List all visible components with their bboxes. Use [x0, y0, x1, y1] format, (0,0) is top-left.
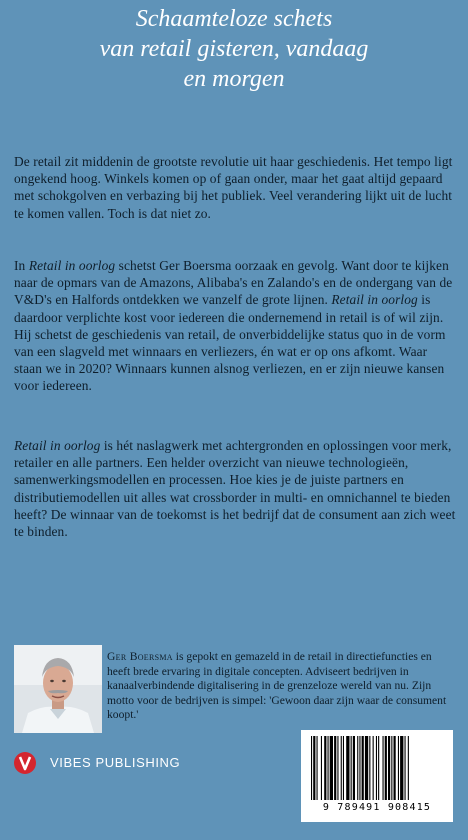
barcode-bar [353, 736, 355, 800]
barcode-bar [391, 736, 392, 800]
barcode-bar [328, 736, 329, 800]
barcode-bar [351, 736, 352, 800]
tagline-line-2: van retail gisteren, vandaag [99, 36, 369, 62]
barcode-bar [405, 736, 406, 800]
barcode-bar [376, 736, 377, 800]
author-bio [107, 650, 457, 723]
barcode-bars [309, 736, 445, 800]
book-title-italic: Retail in oorlog [28, 258, 116, 273]
barcode-bar [383, 736, 384, 800]
text-fragment: is daardoor verplichte kost voor iedereen die ondernemend in retail is of wil zijn. Hij schetst de geschiedenis van retail, de onverbiddelijke status quo in de vorm van een slagveld met winnaars en verliezers, én wat er op ons afkomt. Waar staan we in 2020? Winnaars kunnen alsnog verliezen, en er zijn nieuwe kansen voor iedereen. [14, 292, 446, 394]
barcode-bar [365, 736, 368, 800]
barcode-bar [317, 736, 318, 800]
barcode-bar [400, 736, 403, 800]
text-fragment: is hét naslagwerk met achtergronden en oplossingen voor merk, retailer en alle partners. Een helder overzicht van nieuwe technologieën, samenwerkingsmodellen en processen. Hoe kies je de juiste partners en distributiemodellen uit alles wat crossborder in multi- en omnichannel te bieden heeft? De winnaar van de toekomst is het bedrijf dat de consument aan zich weet te binden. [14, 438, 456, 540]
barcode-bar [385, 736, 387, 800]
text-fragment: In [14, 258, 29, 273]
text-fragment: 's en Halfords ontdekken we vanzelf de grote lijnen. [44, 292, 332, 308]
barcode-bar [346, 736, 349, 800]
barcode-bar [378, 736, 379, 800]
barcode-bar [313, 736, 315, 800]
barcode-bar [341, 736, 342, 800]
barcode-bar [337, 736, 338, 800]
blurb-paragraph-2 [14, 257, 456, 395]
barcode-bar [362, 736, 364, 800]
barcode-bar [324, 736, 326, 800]
tagline-line-3: en morgen [183, 66, 285, 92]
barcode-bar [398, 736, 399, 800]
publisher-logo-icon [14, 752, 36, 774]
barcode-bar [311, 736, 312, 800]
vd-small-caps: V&D [14, 292, 45, 308]
blurb-paragraph-1: De retail zit middenin de grootste revolutie uit haar geschiedenis. Het tempo ligt ongekend hoog. Winkels komen op of gaan onder, maar het gaat altijd gepaard met schokgolven en verbazing bij het publiek. Veel verandering lijkt uit de lucht te komen vallen. Toch is dat niet zo. [14, 154, 453, 221]
barcode-bar [359, 736, 360, 800]
isbn-barcode [301, 730, 453, 822]
barcode-bar [388, 736, 390, 800]
barcode-bar [373, 736, 374, 800]
isbn-number: 9 789491 908415 [322, 802, 432, 813]
book-title-italic: Retail in oorlog [14, 438, 101, 453]
barcode-bar [334, 736, 336, 800]
book-tagline [0, 4, 468, 94]
barcode-bar [321, 736, 322, 800]
barcode-bar [343, 736, 344, 800]
barcode-bar [369, 736, 370, 800]
author-name: Ger Boersma [107, 650, 173, 663]
publisher-name: VIBES PUBLISHING [50, 755, 181, 770]
barcode-bar [330, 736, 333, 800]
barcode-bar [394, 736, 396, 800]
barcode-bar [357, 736, 358, 800]
tagline-line-1: Schaamteloze schets [135, 6, 333, 32]
bio-text: is gepokt en gemazeld in de retail in directiefuncties en heeft brede ervaring in digitale concepten. Adviseert bedrijven in kanaalverbindende digitalisering in de grenzeloze wereld van nu. Zijn motto voor de bedrijven is simpel: 'Gewoon daar zijn waar de consument koopt.' [107, 650, 447, 722]
text-fragment: schetst Ger Boersma oorzaak en gevolg. Want door te kijken naar de opmars van de Amazons, Alibaba's en Zalando's en de ondergang van de [14, 258, 453, 291]
author-photo [14, 645, 102, 733]
barcode-bar [408, 736, 409, 800]
blurb-paragraph-3 [14, 437, 456, 540]
book-title-italic: Retail in oorlog [331, 292, 418, 308]
